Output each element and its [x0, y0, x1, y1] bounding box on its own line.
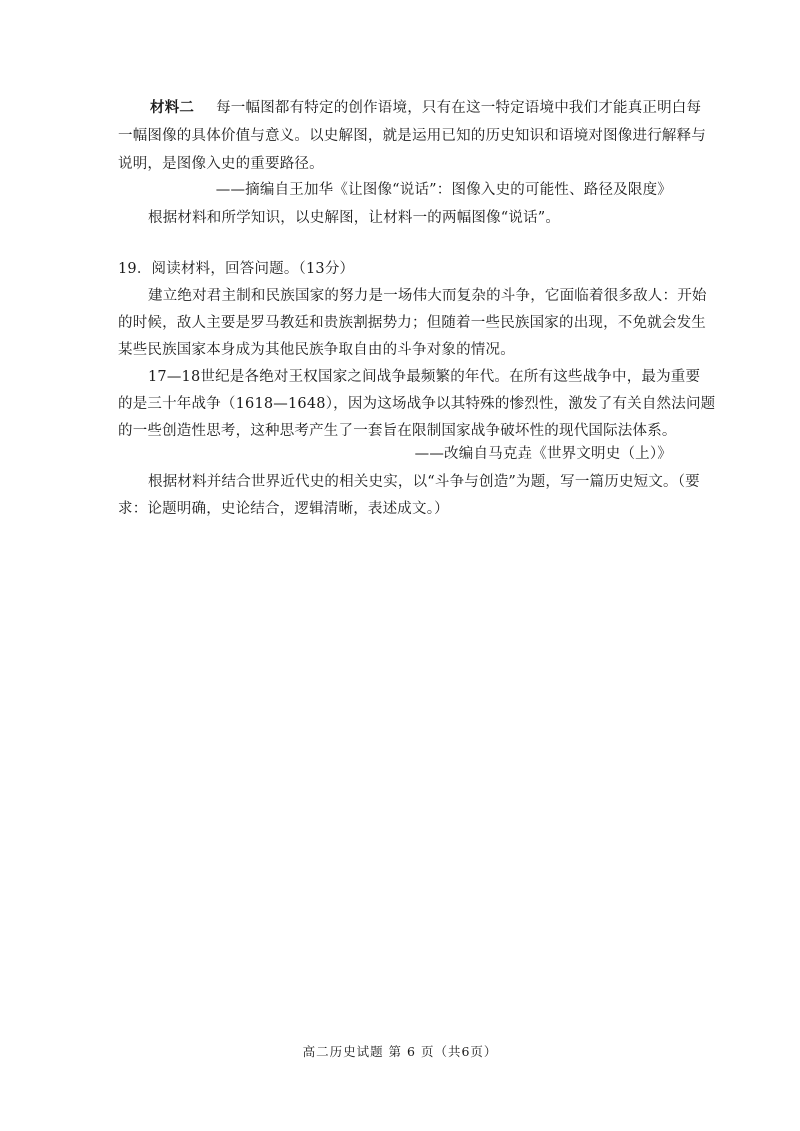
q19-para2-line-1: 17—18世纪是各绝对王权国家之间战争最频繁的年代。在所有这些战争中，最为重要: [148, 369, 701, 385]
q19-para1-line-2: 的时候，敌人主要是罗马教廷和贵族割据势力；但随着一些民族国家的出现，不免就会发生: [118, 315, 706, 331]
material2-label: 材料二: [150, 99, 195, 116]
q19-task-line-1: 根据材料并结合世界近代史的相关史实，以“斗争与创造”为题，写一篇历史短文。（要: [148, 474, 700, 490]
q19-source: ——改编自马克垚《世界文明史（上）》: [414, 446, 672, 462]
q19-task-line-2: 求：论题明确，史论结合，逻辑清晰，表述成文。）: [118, 501, 449, 517]
q19-para1-line-1: 建立绝对君主制和民族国家的努力是一场伟大而复杂的斗争，它面临着很多敌人：开始: [148, 288, 707, 304]
material2-line-1: [150, 98, 701, 118]
page-footer: 高二历史试题 第 6 页（共6页）: [302, 1044, 498, 1059]
q19-para1-line-3: 某些民族国家本身成为其他民族争取自由的斗争对象的情况。: [118, 342, 515, 358]
material2-line-3: 说明，是图像入史的重要路径。: [118, 156, 324, 172]
material2-line-2: 一幅图像的具体价值与意义。以史解图，就是运用已知的历史知识和语境对图像进行解释与: [118, 128, 706, 144]
material2-source: ——摘编自王加华《让图像“说话”：图像入史的可能性、路径及限度》: [215, 182, 672, 198]
q19-para2-line-2: 的是三十年战争（1618—1648），因为这场战争以其特殊的惨烈性，激发了有关自然法问题: [118, 396, 716, 412]
material2-question: 根据材料和所学知识，以史解图，让材料一的两幅图像“说话”。: [148, 210, 561, 226]
material2-text-1: 每一幅图都有特定的创作语境，只有在这一特定语境中我们才能真正明白每: [216, 100, 702, 116]
q19-para2-line-3: 的一些创造性思考，这种思考产生了一套旨在限制国家战争破坏性的现代国际法体系。: [118, 423, 677, 439]
q19-header: 19．阅读材料，回答问题。（13分）: [118, 261, 355, 277]
